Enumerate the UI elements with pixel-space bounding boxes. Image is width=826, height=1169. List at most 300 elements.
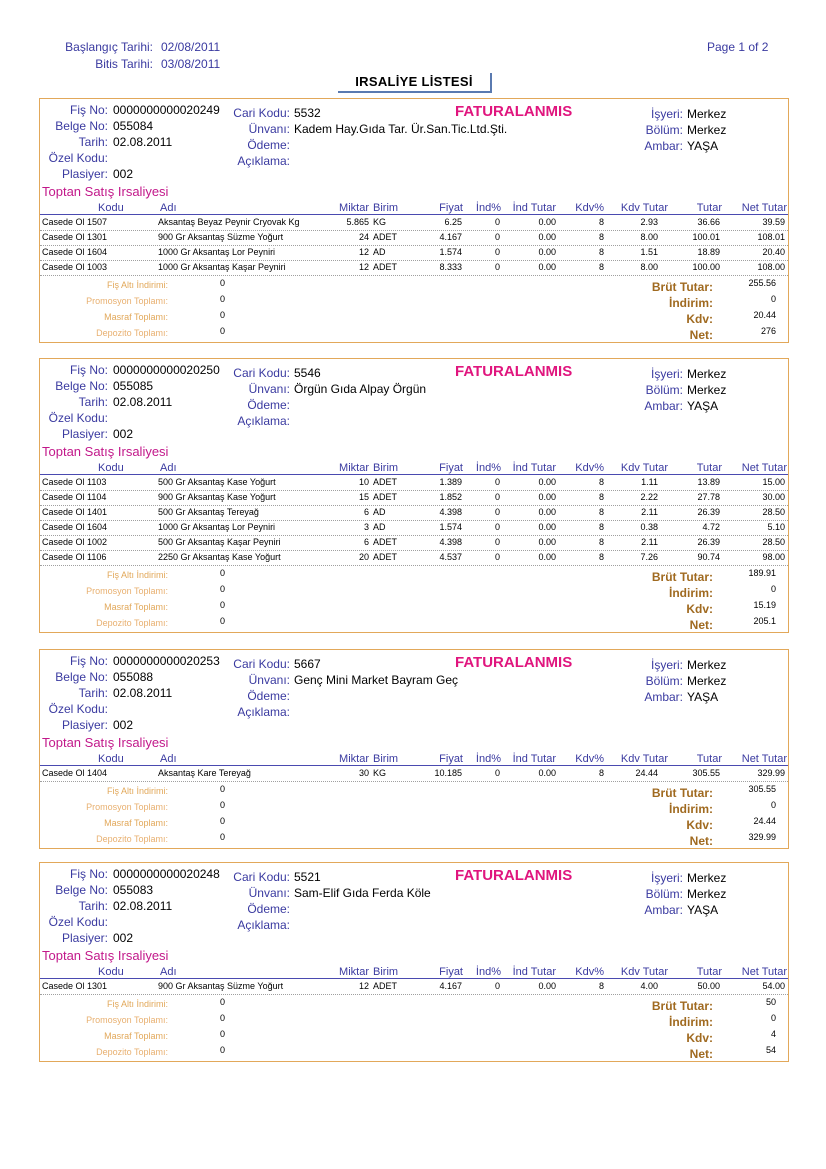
indirim-value: 0 [770,294,776,304]
ozel-kodu-label: Özel Kodu: [48,411,108,425]
column-header: Fiyat [439,462,463,474]
status-label: FATURALANMIS [455,103,573,120]
odeme-label: Ödeme: [247,398,290,412]
table-cell: 8.00 [640,262,658,272]
table-cell: 20.40 [762,247,785,257]
tarih-label: Tarih: [78,395,108,409]
table-cell: 100.01 [692,232,720,242]
table-cell: 0.00 [538,492,556,502]
table-cell: 900 Gr Aksantaş Süzme Yoğurt [158,232,284,242]
cari-kodu-value: 5667 [294,657,321,671]
table-cell: Casede Ol 1301 [42,981,108,991]
plasiyer-value: 002 [113,167,134,181]
ambar-label: Ambar: [644,903,683,917]
kdv-label: Kdv: [686,602,713,616]
plasiyer-label: Plasiyer: [61,718,108,732]
table-cell: 8 [598,537,604,547]
column-header: Miktar [339,966,369,978]
table-header [40,966,788,979]
table-cell: 0.00 [538,537,556,547]
promosyon-toplami-label: Promosyon Toplamı: [86,586,168,596]
table-cell: 8 [598,262,604,272]
table-cell: 28.50 [762,507,785,517]
fis-no-label: Fiş No: [69,867,108,881]
column-header: Birim [373,462,399,474]
masraf-toplami-label: Masraf Toplamı: [104,1031,168,1041]
depozito-toplami-value: 0 [220,326,226,336]
table-cell: 0.00 [538,522,556,532]
kdv-value: 4 [770,1029,776,1039]
fis-no-value: 0000000000020253 [113,654,220,668]
table-cell: Aksantaş Kare Tereyağ [158,768,251,778]
table-cell: 0.00 [538,232,556,242]
tarih-value: 02.08.2011 [113,899,173,913]
ambar-label: Ambar: [644,690,683,704]
table-row [40,535,788,551]
column-header: Net Tutar [741,202,787,214]
table-cell: 0 [494,522,500,532]
column-header: İnd% [475,753,501,765]
table-cell: Casede Ol 1404 [42,768,108,778]
table-cell: KG [373,768,387,778]
column-header: Miktar [339,753,369,765]
brut-tutar-label: Brüt Tutar: [651,280,713,294]
masraf-toplami-label: Masraf Toplamı: [104,312,168,322]
belge-no-label: Belge No: [55,883,108,897]
aciklama-label: Açıklama: [237,154,290,168]
table-cell: 8 [598,981,604,991]
fis-alti-indirimi-value: 0 [220,278,226,288]
table-cell: 28.50 [762,537,785,547]
plasiyer-value: 002 [113,718,134,732]
ambar-value: YAŞA [687,690,719,704]
brut-tutar-label: Brüt Tutar: [651,786,713,800]
table-cell: 7.26 [640,552,658,562]
fis-alti-indirimi-value: 0 [220,997,226,1007]
table-cell: 6 [363,537,369,547]
table-header [40,753,788,766]
cari-kodu-value: 5532 [294,106,321,120]
column-header: Birim [373,202,399,214]
table-cell: KG [373,217,387,227]
start-date-label: Başlangıç Tarihi: [65,40,153,54]
table-row [40,766,788,782]
unvani-label: Ünvanı: [248,122,290,136]
ozel-kodu-label: Özel Kodu: [48,702,108,716]
column-header: Adı [160,966,177,978]
isyeri-label: İşyeri: [650,658,683,672]
indirim-value: 0 [770,584,776,594]
table-cell: AD [373,507,386,517]
table-cell: 30.00 [762,492,785,502]
invoice-card [39,862,789,1062]
table-cell: 8 [598,247,604,257]
net-label: Net: [689,618,713,632]
table-cell: 10 [358,477,369,487]
column-header: Net Tutar [741,462,787,474]
masraf-toplami-value: 0 [220,600,226,610]
column-header: Birim [373,966,399,978]
table-cell: 2250 Gr Aksantaş Kase Yoğurt [158,552,281,562]
table-cell: 0.00 [538,507,556,517]
column-header: İnd Tutar [512,753,556,765]
column-header: Net Tutar [741,966,787,978]
table-cell: 1000 Gr Aksantaş Kaşar Peyniri [158,262,286,272]
column-header: İnd% [475,966,501,978]
table-cell: 0.00 [538,262,556,272]
table-cell: 8.333 [439,262,462,272]
table-cell: 3 [363,522,369,532]
table-cell: 2.11 [641,507,658,517]
table-cell: Casede Ol 1103 [42,477,107,487]
ambar-label: Ambar: [644,399,683,413]
column-header: Birim [373,753,399,765]
unvani-value: Genç Mini Market Bayram Geç [294,673,459,687]
depozito-toplami-label: Depozito Toplamı: [96,328,168,338]
kdv-value: 20.44 [753,310,776,320]
kdv-label: Kdv: [686,312,713,326]
depozito-toplami-value: 0 [220,832,226,842]
masraf-toplami-value: 0 [220,1029,226,1039]
kdv-value: 24.44 [753,816,776,826]
fis-alti-indirimi-value: 0 [220,568,226,578]
table-cell: 0 [494,217,500,227]
isyeri-label: İşyeri: [650,871,683,885]
table-cell: ADET [373,232,398,242]
table-cell: 4.00 [640,981,658,991]
depozito-toplami-label: Depozito Toplamı: [96,618,168,628]
table-cell: 8 [598,507,604,517]
indirim-label: İndirim: [669,802,713,816]
column-header: Tutar [696,202,722,214]
fis-no-value: 0000000000020250 [113,363,220,377]
table-cell: 0.00 [538,477,556,487]
net-label: Net: [689,1047,713,1061]
table-cell: 2.22 [640,492,658,502]
column-header: Adı [160,462,177,474]
table-cell: 27.78 [697,492,720,502]
page-number: Page 1 of 2 [707,40,769,54]
cari-kodu-label: Cari Kodu: [233,870,290,884]
odeme-label: Ödeme: [247,902,290,916]
tarih-label: Tarih: [78,686,108,700]
belge-no-value: 055084 [113,119,154,133]
bolum-value: Merkez [687,674,727,688]
report-title: IRSALİYE LİSTESİ [338,73,492,93]
odeme-label: Ödeme: [247,689,290,703]
invoice-card [39,649,789,849]
table-cell: 1.574 [439,247,462,257]
ambar-value: YAŞA [687,903,719,917]
table-cell: 15.00 [762,477,785,487]
table-cell: ADET [373,981,398,991]
document-type: Toptan Satış Irsaliyesi [42,444,169,459]
plasiyer-label: Plasiyer: [61,427,108,441]
table-cell: 39.59 [762,217,785,227]
table-cell: 1.51 [640,247,658,257]
bolum-value: Merkez [687,123,727,137]
table-cell: 10.185 [434,768,462,778]
tarih-label: Tarih: [78,899,108,913]
table-cell: ADET [373,262,398,272]
bolum-value: Merkez [687,887,727,901]
depozito-toplami-value: 0 [220,1045,226,1055]
brut-tutar-value: 305.55 [748,784,776,794]
table-cell: Casede Ol 1507 [42,217,108,227]
table-row [40,520,788,536]
cari-kodu-label: Cari Kodu: [233,366,290,380]
table-cell: 900 Gr Aksantaş Kase Yoğurt [158,492,276,502]
table-cell: Casede Ol 1003 [42,262,108,272]
column-header: Kdv% [575,753,604,765]
bolum-value: Merkez [687,383,727,397]
column-header: Kdv% [575,202,604,214]
column-header: Kdv Tutar [620,202,668,214]
net-value: 276 [760,326,776,336]
table-row [40,260,788,276]
column-header: Tutar [696,462,722,474]
status-label: FATURALANMIS [455,867,573,884]
masraf-toplami-value: 0 [220,816,226,826]
fis-alti-indirimi-label: Fiş Altı İndirimi: [106,999,168,1009]
table-cell: 1.574 [439,522,462,532]
cari-kodu-value: 5521 [294,870,321,884]
brut-tutar-value: 50 [765,997,776,1007]
column-header: Kdv Tutar [620,966,668,978]
isyeri-value: Merkez [687,658,727,672]
column-header: İnd% [475,462,501,474]
indirim-label: İndirim: [669,1015,713,1029]
belge-no-value: 055083 [113,883,154,897]
table-header [40,462,788,475]
net-value: 54 [765,1045,776,1055]
masraf-toplami-label: Masraf Toplamı: [104,818,168,828]
depozito-toplami-label: Depozito Toplamı: [96,1047,168,1057]
table-cell: 26.39 [697,537,720,547]
ambar-value: YAŞA [687,139,719,153]
plasiyer-label: Plasiyer: [61,931,108,945]
net-value: 329.99 [748,832,776,842]
bolum-label: Bölüm: [645,383,683,397]
bolum-label: Bölüm: [645,674,683,688]
table-cell: 2.93 [640,217,658,227]
brut-tutar-label: Brüt Tutar: [651,999,713,1013]
table-cell: 4.398 [439,537,462,547]
table-cell: 0.00 [538,552,556,562]
column-header: Kdv Tutar [620,753,668,765]
table-cell: 90.74 [697,552,720,562]
table-cell: 54.00 [762,981,785,991]
table-cell: 0 [494,768,500,778]
column-header: Fiyat [439,966,463,978]
table-header [40,202,788,215]
belge-no-label: Belge No: [55,119,108,133]
table-cell: Aksantaş Beyaz Peynir Cryovak Kg [158,217,300,227]
promosyon-toplami-value: 0 [220,584,226,594]
table-cell: 108.01 [757,232,785,242]
indirim-value: 0 [770,800,776,810]
column-header: Fiyat [439,753,463,765]
column-header: Tutar [696,753,722,765]
masraf-toplami-label: Masraf Toplamı: [104,602,168,612]
ambar-label: Ambar: [644,139,683,153]
column-header: Kodu [98,753,124,765]
table-cell: 26.39 [697,507,720,517]
kdv-label: Kdv: [686,1031,713,1045]
table-cell: Casede Ol 1104 [42,492,107,502]
table-cell: 4.398 [439,507,462,517]
unvani-label: Ünvanı: [248,673,290,687]
promosyon-toplami-value: 0 [220,294,226,304]
plasiyer-value: 002 [113,931,134,945]
column-header: Tutar [696,966,722,978]
belge-no-label: Belge No: [55,379,108,393]
belge-no-value: 055088 [113,670,154,684]
net-value: 205.1 [753,616,776,626]
table-cell: 8.00 [640,232,658,242]
tarih-label: Tarih: [78,135,108,149]
table-cell: 0 [494,262,500,272]
promosyon-toplami-label: Promosyon Toplamı: [86,1015,168,1025]
table-cell: 24 [358,232,369,242]
table-cell: 8 [598,217,604,227]
indirim-value: 0 [770,1013,776,1023]
kdv-value: 15.19 [753,600,776,610]
column-header: Net Tutar [741,753,787,765]
table-cell: 1000 Gr Aksantaş Lor Peyniri [158,522,276,532]
isyeri-value: Merkez [687,871,727,885]
table-cell: 500 Gr Aksantaş Kase Yoğurt [158,477,276,487]
unvani-value: Örgün Gıda Alpay Örgün [294,382,427,396]
tarih-value: 02.08.2011 [113,686,173,700]
table-cell: 1.11 [641,477,658,487]
cari-kodu-label: Cari Kodu: [233,657,290,671]
indirim-label: İndirim: [669,296,713,310]
table-row [40,230,788,246]
table-cell: 8 [598,522,604,532]
invoice-card [39,98,789,343]
table-cell: ADET [373,552,398,562]
column-header: Adı [160,753,177,765]
table-cell: 329.99 [757,768,785,778]
indirim-label: İndirim: [669,586,713,600]
promosyon-toplami-label: Promosyon Toplamı: [86,802,168,812]
column-header: Miktar [339,202,369,214]
cari-kodu-value: 5546 [294,366,321,380]
table-cell: 0 [494,537,500,547]
promosyon-toplami-value: 0 [220,800,226,810]
column-header: Kdv% [575,966,604,978]
bolum-label: Bölüm: [645,123,683,137]
aciklama-label: Açıklama: [237,414,290,428]
promosyon-toplami-value: 0 [220,1013,226,1023]
fis-alti-indirimi-label: Fiş Altı İndirimi: [106,786,168,796]
column-header: İnd% [475,202,501,214]
table-row [40,490,788,506]
ozel-kodu-label: Özel Kodu: [48,915,108,929]
table-cell: 5.10 [767,522,785,532]
table-cell: 0 [494,507,500,517]
table-row [40,505,788,521]
table-cell: Casede Ol 1604 [42,522,108,532]
table-cell: 0.00 [538,247,556,257]
fis-no-label: Fiş No: [69,363,108,377]
column-header: Fiyat [439,202,463,214]
table-cell: AD [373,247,386,257]
table-cell: 108.00 [757,262,785,272]
table-cell: Casede Ol 1106 [42,552,107,562]
bolum-label: Bölüm: [645,887,683,901]
column-header: Kodu [98,202,124,214]
column-header: Kdv% [575,462,604,474]
table-cell: 15 [358,492,369,502]
table-cell: 4.537 [439,552,462,562]
fis-no-label: Fiş No: [69,103,108,117]
isyeri-value: Merkez [687,107,727,121]
kdv-label: Kdv: [686,818,713,832]
brut-tutar-value: 255.56 [748,278,776,288]
ozel-kodu-label: Özel Kodu: [48,151,108,165]
depozito-toplami-value: 0 [220,616,226,626]
table-cell: 12 [358,262,369,272]
table-cell: 4.167 [439,981,462,991]
isyeri-label: İşyeri: [650,367,683,381]
table-cell: 20 [358,552,369,562]
column-header: Kodu [98,966,124,978]
fis-alti-indirimi-value: 0 [220,784,226,794]
net-label: Net: [689,834,713,848]
table-cell: 0.00 [538,217,556,227]
table-cell: 6.25 [444,217,462,227]
table-cell: 18.89 [697,247,720,257]
end-date-value: 03/08/2011 [161,57,221,71]
column-header: Miktar [339,462,369,474]
plasiyer-value: 002 [113,427,134,441]
document-type: Toptan Satış Irsaliyesi [42,948,169,963]
status-label: FATURALANMIS [455,654,573,671]
table-cell: 8 [598,232,604,242]
table-row [40,475,788,491]
table-row [40,215,788,231]
fis-no-label: Fiş No: [69,654,108,668]
unvani-label: Ünvanı: [248,382,290,396]
fis-alti-indirimi-label: Fiş Altı İndirimi: [106,570,168,580]
table-cell: 0 [494,492,500,502]
table-cell: Casede Ol 1301 [42,232,108,242]
table-cell: 500 Gr Aksantaş Tereyağ [158,507,259,517]
table-cell: 0 [494,477,500,487]
depozito-toplami-label: Depozito Toplamı: [96,834,168,844]
table-cell: 6 [363,507,369,517]
table-cell: 1000 Gr Aksantaş Lor Peyniri [158,247,276,257]
aciklama-label: Açıklama: [237,705,290,719]
net-label: Net: [689,328,713,342]
table-cell: 4.167 [439,232,462,242]
table-cell: 0 [494,247,500,257]
promosyon-toplami-label: Promosyon Toplamı: [86,296,168,306]
table-cell: Casede Ol 1002 [42,537,108,547]
table-cell: 0.00 [538,768,556,778]
fis-no-value: 0000000000020248 [113,867,220,881]
start-date-value: 02/08/2011 [161,40,221,54]
column-header: İnd Tutar [512,462,556,474]
unvani-value: Sam-Elif Gıda Ferda Köle [294,886,431,900]
table-row [40,245,788,261]
column-header: Adı [160,202,177,214]
table-cell: 50.00 [697,981,720,991]
ambar-value: YAŞA [687,399,719,413]
cari-kodu-label: Cari Kodu: [233,106,290,120]
